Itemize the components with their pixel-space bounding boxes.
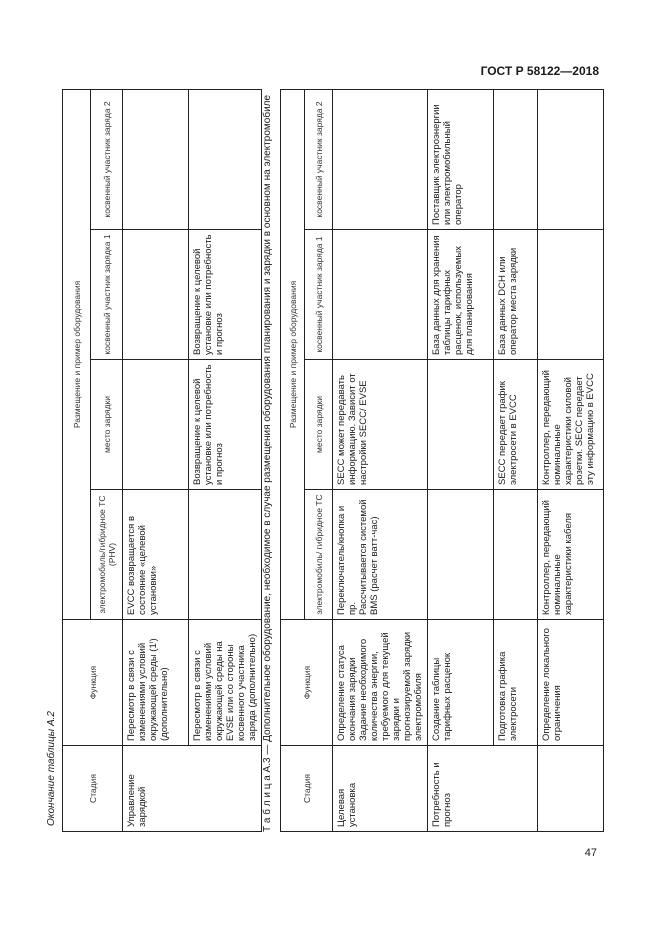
a2-cell-ind1: Возвращение к целевой установке или потребность и прогноз [189, 230, 262, 360]
a2-cell-ev: EVCC возвращается в состояние «целевой установки» [123, 490, 189, 620]
a2-header-ind1: косвенный участник зарядка 1 [91, 230, 123, 360]
a3-cell-stage: Целевая установка [333, 746, 428, 832]
a3-cell-site: SECC передает график электросети в EVCC [494, 360, 538, 490]
a2-header-site: место зарядки [91, 360, 123, 490]
a3-cell-ind1 [538, 230, 604, 360]
a2-header-function: Функция [63, 620, 123, 746]
a3-cell-ev: Контроллер, передающий номинальные характеристики кабеля [538, 490, 604, 620]
a3-cell-function: Подготовка графика электросети [494, 620, 538, 746]
a3-header-function: Функция [281, 620, 333, 746]
a3-cell-site [428, 360, 494, 490]
a2-cell-stage: Управление зарядкой [123, 746, 262, 832]
a3-header-ev: электромобиль/ гибридное ТС [305, 490, 333, 620]
table-row [333, 89, 428, 831]
a2-cell-function: Пересмотр в связи с изменениями условий окружающей среды на EVSE или со стороны косвенного участника заряда (дополнительно) [189, 620, 262, 746]
table-row [494, 89, 538, 831]
table-a3-caption [262, 95, 273, 832]
a2-cell-site: Возвращение к целевой установке или потребность и прогноз [189, 360, 262, 490]
page-number: 47 [584, 847, 597, 859]
a3-header-placement: Размещение и пример оборудования [281, 89, 305, 619]
a3-header-ind1: косвенный участник заряда 1 [305, 230, 333, 360]
a3-cell-function: Создание таблицы тарифных расценок [428, 620, 494, 746]
a3-cell-ev: Переключатель/кнопка и пр. Рассчитывается системой BMS (расчет ватт-час) [333, 490, 428, 620]
a2-cell-ind2 [123, 89, 189, 229]
a3-cell-ind1 [333, 230, 428, 360]
a2-cell-ind1 [123, 230, 189, 360]
a3-cell-stage [538, 746, 604, 832]
table-row [538, 89, 604, 831]
a2-cell-function: Пересмотр в связи с изменениями условий окружающей среды (1ⁱ) (дополнительно) [123, 620, 189, 746]
a3-cell-ind2 [538, 89, 604, 229]
table-a3-caption-label: Т а б л и ц а А.3 [262, 757, 273, 832]
a3-header-site: место зарядки [305, 360, 333, 490]
a2-header-placement: Размещение и пример оборудования [63, 89, 91, 619]
a2-cell-site [123, 360, 189, 490]
a3-cell-ind1: База данных DCH или оператор места зарядки [494, 230, 538, 360]
a2-header-stage: Стадия [63, 746, 123, 832]
a3-cell-ev [428, 490, 494, 620]
table-row [428, 89, 494, 831]
a3-header-ind2: косвенный участник заряда 2 [305, 89, 333, 229]
table-a3-caption-text: — Дополнительное оборудование, необходимое в случае размещения оборудования планирования и зарядки в основном на электромобиле [262, 94, 273, 758]
table-row [189, 89, 262, 831]
a3-cell-ind1: База данных для хранения таблицы тарифных расценок, используемых для планирования [428, 230, 494, 360]
page-header: ГОСТ Р 58122—2018 [480, 64, 599, 78]
a3-cell-ind2: Поставщик электроэнергии или электромобильный оператор [428, 89, 494, 229]
table-row [123, 89, 189, 831]
a3-cell-function: Определение локального ограничения [538, 620, 604, 746]
table-a3 [280, 89, 604, 832]
a3-cell-site: Контроллер, передающий номинальные характеристики силовой розетки. SECC передает эту информацию в EVCC [538, 360, 604, 490]
a3-cell-function: Определение статуса окончания зарядки Задание необходимого количества энергии, требуемого для текущей зарядки и прогнозируемой зарядки электромобиля [333, 620, 428, 746]
a2-header-ev: электромобиль/гибридное ТС (PHV) [91, 490, 123, 620]
a3-cell-ind2 [494, 89, 538, 229]
a2-cell-ev [189, 490, 262, 620]
a3-cell-site: SECC может передавать информацию. Зависит от настройки SECC/ EVSE [333, 360, 428, 490]
a2-cell-ind2 [189, 89, 262, 229]
a3-cell-stage: Потребность и прогноз [428, 746, 538, 832]
table-a2-caption: Окончание таблицы А.2 [46, 711, 57, 826]
a3-cell-ev [494, 490, 538, 620]
a3-header-stage: Стадия [281, 746, 333, 832]
a3-cell-ind2 [333, 89, 428, 229]
table-a2 [62, 89, 262, 832]
a2-header-ind2: косвенный участник заряда 2 [91, 89, 123, 229]
